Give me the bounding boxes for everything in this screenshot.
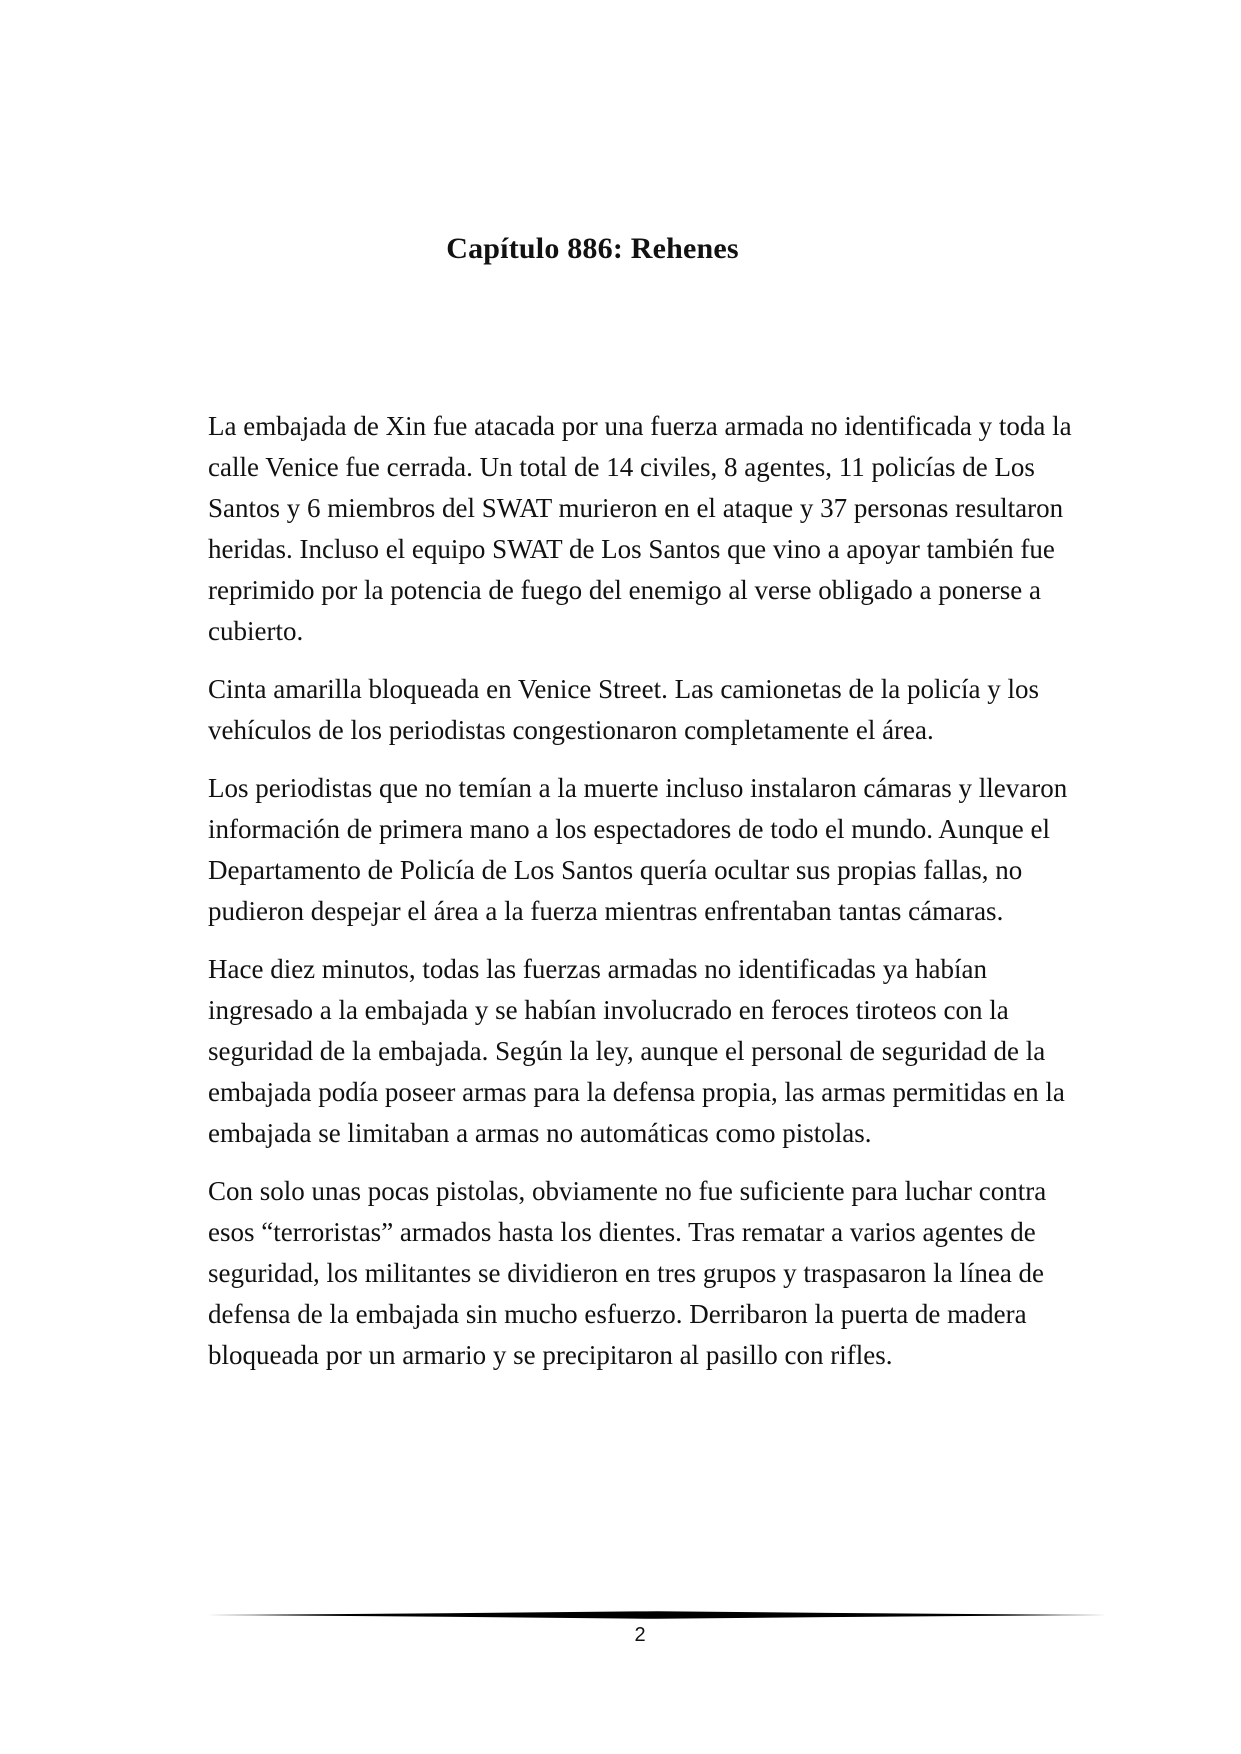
paragraph: Los periodistas que no temían a la muerte incluso instalaron cámaras y llevaron información de primera mano a los espectadores de todo el mundo. Aunque el Departamento de Policía de Los Santos quería ocultar sus propias fallas, no pudieron despejar el área a la fuerza mientras enfrentaban tantas cámaras. (208, 773, 1068, 926)
chapter-body (208, 406, 1078, 1393)
paragraph: Hace diez minutos, todas las fuerzas armadas no identificadas ya habían ingresado a la embajada y se habían involucrado en feroces tiroteos con la seguridad de la embajada. Según la ley, aunque el personal de seguridad de la embajada podía poseer armas para la defensa propia, las armas permitidas en la embajada se limitaban a armas no automáticas como pistolas. (208, 954, 1065, 1148)
paragraph: Cinta amarilla bloqueada en Venice Street. Las camionetas de la policía y los vehículos de los periodistas congestionaron completamente el área. (208, 674, 1039, 745)
chapter-title: Capítulo 886: Rehenes (446, 232, 739, 265)
paragraph: Con solo unas pocas pistolas, obviamente no fue suficiente para luchar contra esos “terroristas” armados hasta los dientes. Tras rematar a varios agentes de seguridad, los militantes se dividieron en tres grupos y traspasaron la línea de defensa de la embajada sin mucho esfuerzo. Derribaron la puerta de madera bloqueada por un armario y se precipitaron al pasillo con rifles. (208, 1176, 1047, 1370)
paragraph: La embajada de Xin fue atacada por una fuerza armada no identificada y toda la calle Venice fue cerrada. Un total de 14 civiles, 8 agentes, 11 policías de Los Santos y 6 miembros del SWAT murieron en el ataque y 37 personas resultaron heridas. Incluso el equipo SWAT de Los Santos que vino a apoyar también fue reprimido por la potencia de fuego del enemigo al verse obligado a ponerse a cubierto. (208, 411, 1072, 646)
page-number: 2 (634, 1624, 646, 1646)
footer-divider (207, 1610, 1107, 1620)
